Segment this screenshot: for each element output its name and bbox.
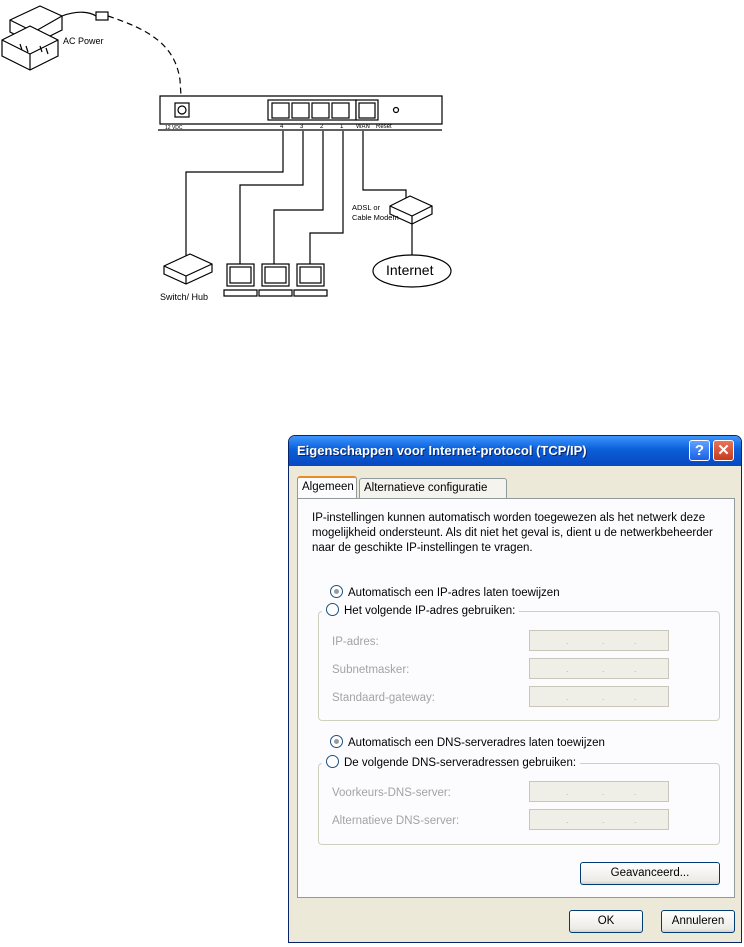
preferred-dns-input[interactable]: . . . xyxy=(529,781,669,802)
dns-manual-label: De volgende DNS-serveradressen gebruiken: xyxy=(344,757,577,769)
help-button[interactable]: ? xyxy=(689,440,710,461)
dns-auto-option[interactable] xyxy=(330,735,605,749)
alternate-dns-label: Alternatieve DNS-server: xyxy=(332,815,460,827)
wan-port-label: WAN xyxy=(356,124,370,130)
ip-auto-label: Automatisch een IP-adres laten toewijzen xyxy=(348,587,560,599)
dc-port-label: 12 VDC xyxy=(165,125,183,131)
ip-auto-option[interactable] xyxy=(330,585,560,599)
ip-address-label: IP-adres: xyxy=(332,636,379,648)
modem-label-line1: ADSL or xyxy=(352,203,381,212)
tab-general[interactable]: Algemeen xyxy=(297,476,357,498)
preferred-dns-label: Voorkeurs-DNS-server: xyxy=(332,787,451,799)
port-3-label: 3 xyxy=(300,124,304,130)
tcpip-properties-dialog xyxy=(288,435,742,943)
port-4-label: 4 xyxy=(280,124,284,130)
ok-button[interactable]: OK xyxy=(569,910,643,933)
ip-manual-option[interactable] xyxy=(322,603,519,617)
default-gateway-label: Standaard-gateway: xyxy=(332,692,435,704)
internet-label: Internet xyxy=(386,262,434,278)
dns-auto-radio[interactable] xyxy=(330,735,343,748)
port-1-label: 1 xyxy=(340,124,344,130)
ip-auto-radio[interactable] xyxy=(330,585,343,598)
network-diagram-drawing xyxy=(0,0,744,320)
title-bar[interactable] xyxy=(289,436,741,466)
port-2-label: 2 xyxy=(320,124,324,130)
cancel-button[interactable]: Annuleren xyxy=(661,910,735,933)
network-diagram xyxy=(0,0,744,320)
subnet-mask-input[interactable]: . . . xyxy=(529,658,669,679)
advanced-button[interactable]: Geavanceerd... xyxy=(580,862,720,885)
dns-manual-option[interactable] xyxy=(322,755,580,769)
ip-manual-radio[interactable] xyxy=(326,603,339,616)
ip-address-input[interactable]: . . . xyxy=(529,630,669,651)
dialog-title: Eigenschappen voor Internet-protocol (TCP/IP) xyxy=(297,443,587,458)
modem-label-line2: Cable Modem xyxy=(352,213,399,222)
close-button[interactable]: ✕ xyxy=(713,440,734,461)
reset-label: Reset xyxy=(376,124,392,130)
tab-alternate-configuration[interactable]: Alternatieve configuratie xyxy=(359,478,507,498)
intro-text: IP-instellingen kunnen automatisch worden toegewezen als het netwerk deze mogelijkheid ondersteunt. Als dit niet het geval is, dient u de netwerkbeheerder naar de geschikte IP-instellingen te vragen. xyxy=(312,512,713,554)
default-gateway-input[interactable]: . . . xyxy=(529,686,669,707)
ac-power-label: AC Power xyxy=(63,36,104,46)
dns-auto-label: Automatisch een DNS-serveradres laten toewijzen xyxy=(348,737,605,749)
dns-manual-radio[interactable] xyxy=(326,755,339,768)
general-tab-panel xyxy=(297,498,735,898)
ip-manual-label: Het volgende IP-adres gebruiken: xyxy=(344,605,516,617)
subnet-mask-label: Subnetmasker: xyxy=(332,664,410,676)
switch-hub-label: Switch/ Hub xyxy=(160,292,209,302)
dns-server-group xyxy=(318,763,720,845)
alternate-dns-input[interactable]: . . . xyxy=(529,809,669,830)
